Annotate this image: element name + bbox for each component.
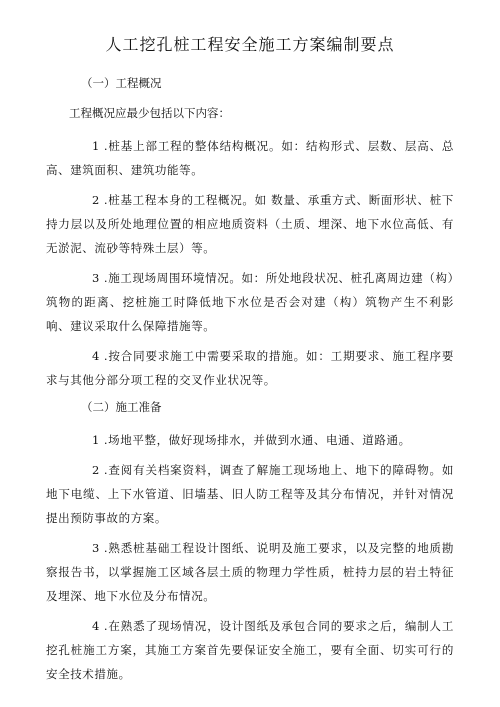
item-text: .施工现场周围环境情况。如：所处地段状况、桩孔离周边建（构）筑物的距离、挖桩施工时降低地下水位是否会对建（构）筑物产生不利影响、建议采取什么保障措施等。 [46, 271, 454, 333]
item-number: 2 [92, 463, 100, 477]
item-text: .查阅有关档案资料，调查了解施工现场地上、地下的障碍物。如 地下电缆、上下水管道、旧墙基、旧人防工程等及其分布情况，并针对情况提出预防事故的方案。 [46, 463, 454, 525]
item-number: 4 [92, 349, 100, 363]
section-heading-preparation: （二）施工准备 [81, 400, 162, 414]
item-number: 4 [92, 619, 100, 633]
preparation-item-2 [46, 458, 454, 530]
document-title: 人工挖孔桩工程安全施工方案编制要点 [105, 35, 395, 54]
item-number: 2 [92, 193, 100, 207]
section-heading-overview: （一）工程概况 [81, 76, 162, 90]
item-number: 1 [92, 139, 100, 153]
item-number: 3 [92, 541, 100, 555]
item-text: .场地平整，做好现场排水，并做到水通、电通、道路通。 [103, 433, 411, 447]
overview-item-4 [46, 344, 454, 392]
item-text: .桩基工程本身的工程概况。如 数量、承重方式、断面形状、桩下持力层以及所处地理位置的相应地质资料（土质、埋深、地下水位高低、有无淤泥、流砂等特殊土层）等。 [46, 193, 454, 255]
item-text: .在熟悉了现场情况，设计图纸及承包合同的要求之后，编制人工挖孔桩施工方案，其施工方案首先要保证安全施工，要有全面、切实可行的安全技术措施。 [46, 619, 454, 681]
overview-item-2 [46, 188, 454, 260]
preparation-item-1 [46, 428, 454, 452]
overview-intro: 工程概况应最少包括以下内容： [69, 106, 230, 120]
overview-item-1 [46, 134, 454, 182]
item-text: .按合同要求施工中需要采取的措施。如：工期要求、施工程序要求与其他分部分项工程的交叉作业状况等。 [46, 349, 454, 387]
preparation-item-4 [46, 614, 454, 686]
item-text: .桩基上部工程的整体结构概况。如：结构形式、层数、层高、总高、建筑面积、建筑功能等。 [46, 139, 454, 177]
item-text: .熟悉桩基础工程设计图纸、说明及施工要求，以及完整的地质勘察报告书，以掌握施工区域各层土质的物理力学性质，桩持力层的岩土特征及埋深、地下水位及分布情况。 [46, 541, 454, 603]
overview-item-3 [46, 266, 454, 338]
preparation-item-3 [46, 536, 454, 608]
item-number: 1 [92, 433, 100, 447]
item-number: 3 [92, 271, 100, 285]
